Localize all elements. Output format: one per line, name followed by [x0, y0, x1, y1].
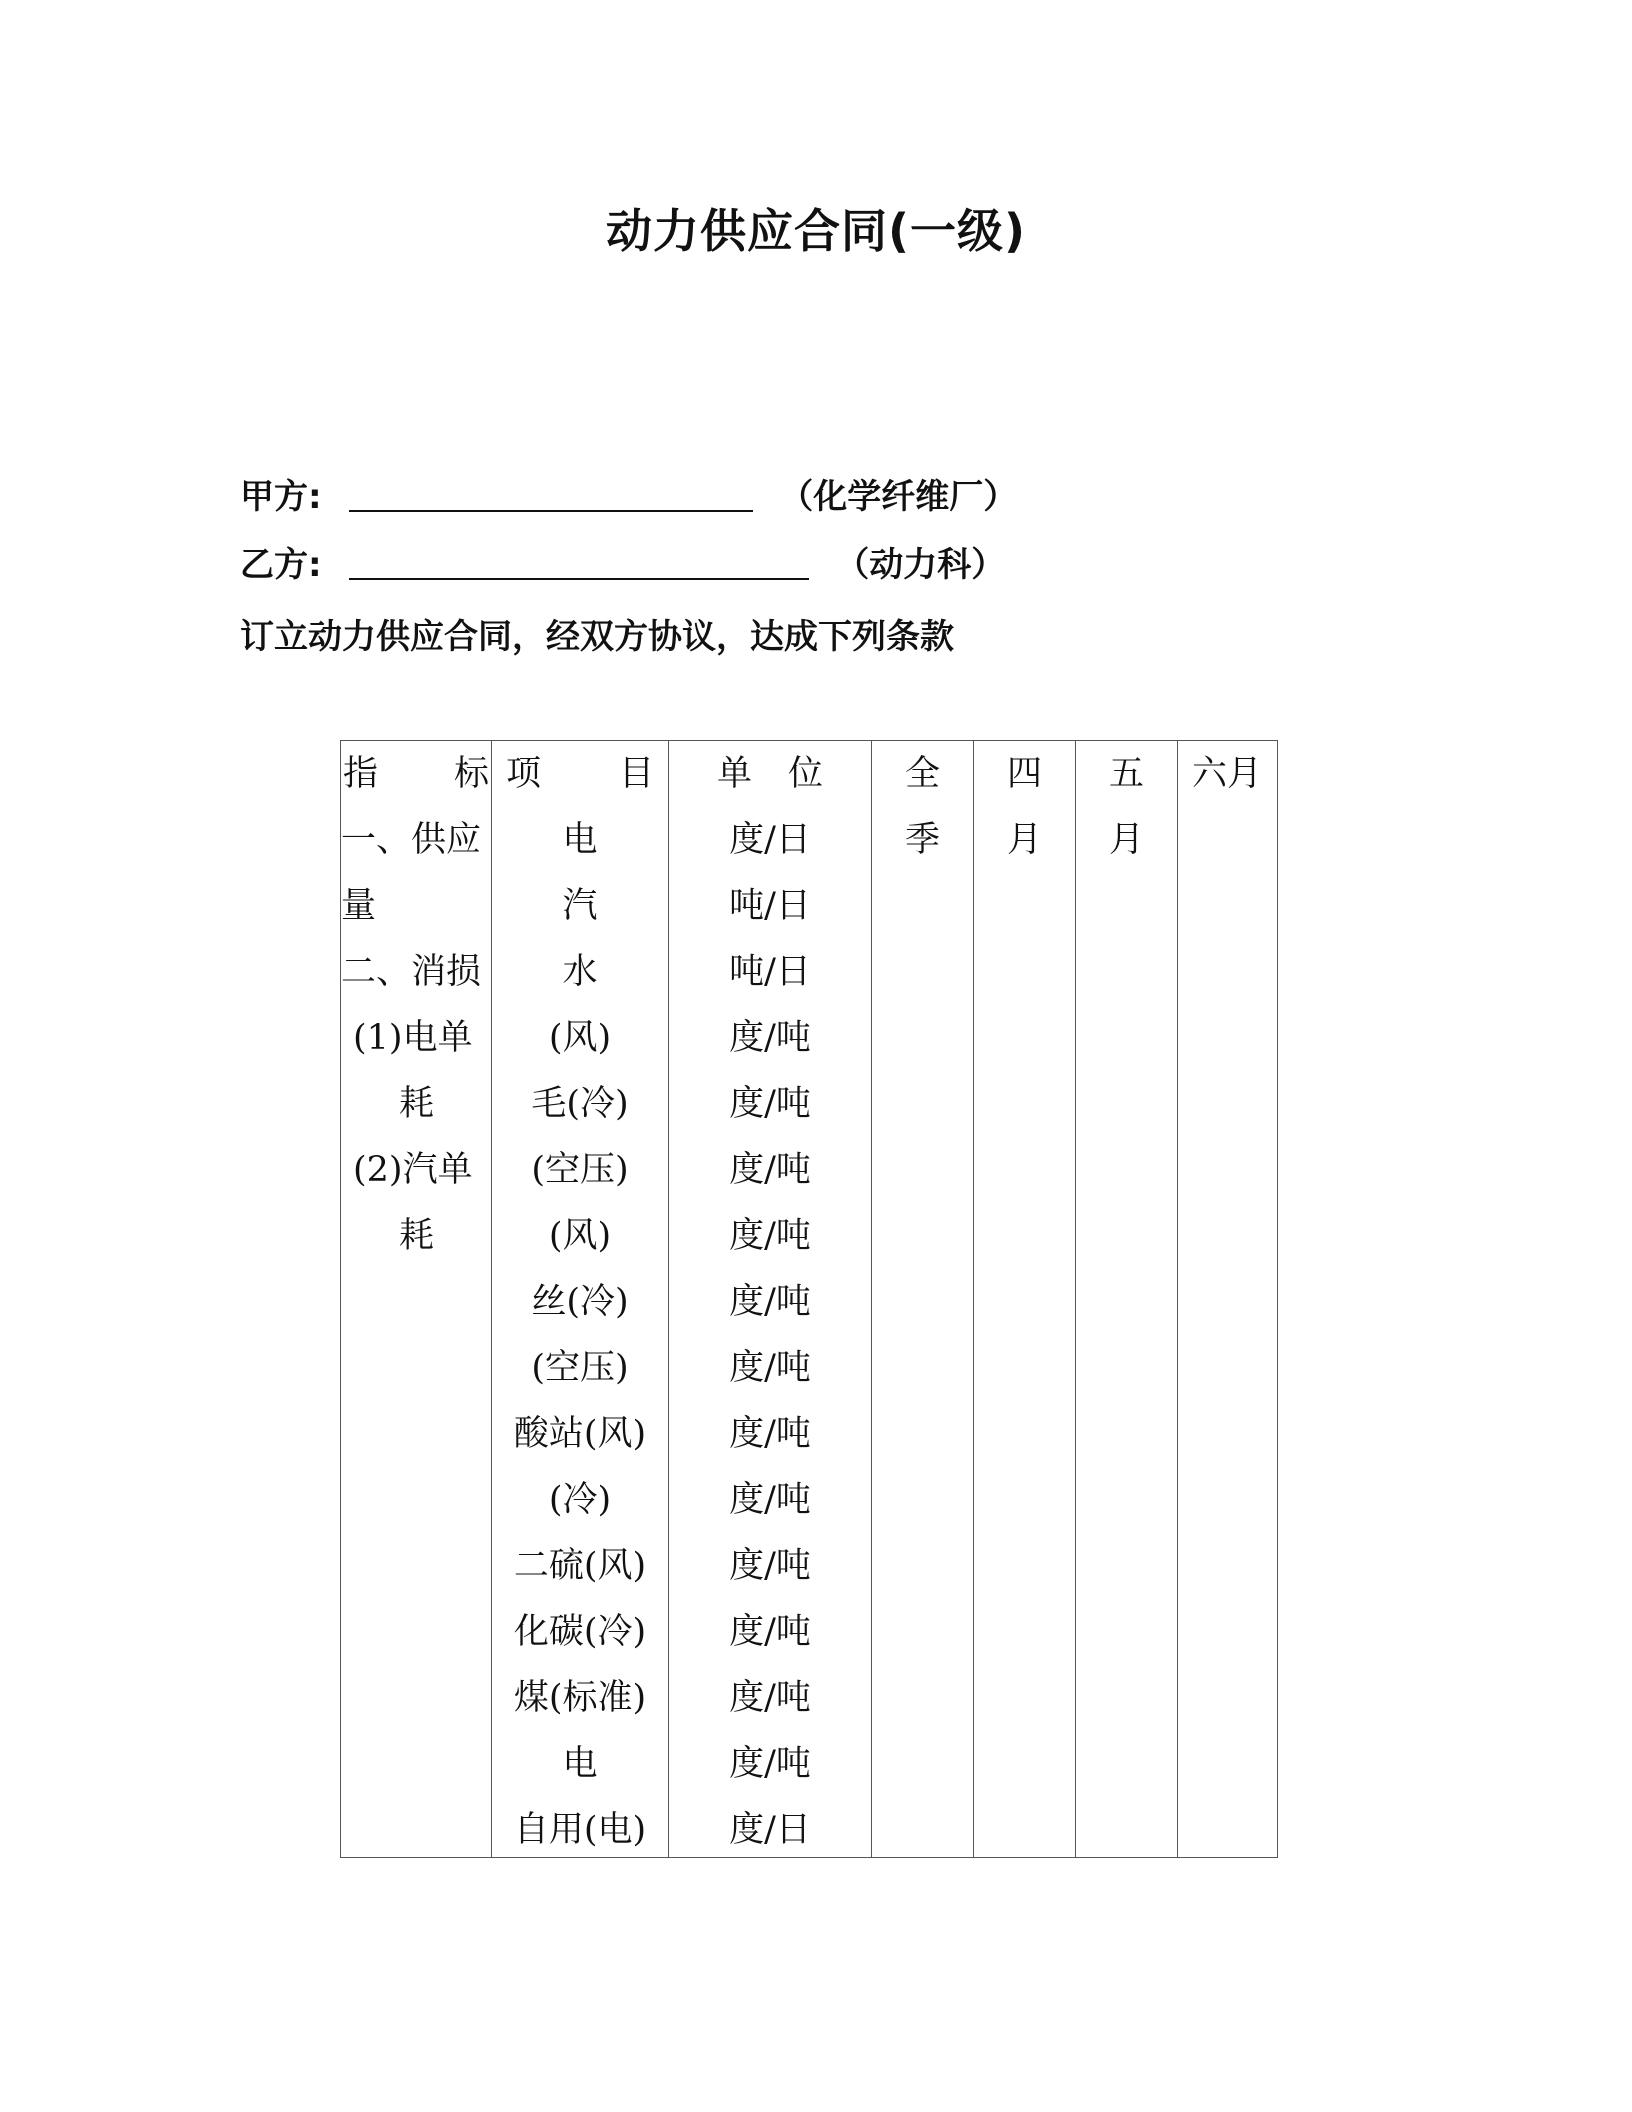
item-column [492, 741, 669, 1857]
unit-cell: 度/吨 [729, 1216, 811, 1256]
unit-cell: 度/吨 [729, 1282, 811, 1322]
unit-cell: 度/吨 [729, 1414, 811, 1454]
item-cell: 酸站(风) [513, 1414, 647, 1454]
item-cell: (空压) [531, 1348, 629, 1388]
unit-cell: 度/吨 [729, 1150, 811, 1190]
unit-cell: 吨/日 [729, 952, 811, 992]
unit-cell: 度/日 [729, 1810, 811, 1850]
indicator-line: 二、消损 [341, 952, 482, 992]
indicator-column [341, 741, 492, 1857]
item-header: 项 目 [506, 754, 654, 794]
item-cell: 汽 [562, 886, 598, 926]
april-header-line1: 四 [1006, 754, 1042, 794]
indicator-line: 耗 [399, 1216, 435, 1256]
item-cell: 自用(电) [513, 1810, 647, 1850]
item-cell: 毛(冷) [531, 1084, 629, 1124]
june-column [1178, 741, 1276, 1857]
intro-text: 订立动力供应合同，经双方协议，达成下列条款 [240, 617, 954, 657]
document-title: 动力供应合同(一级) [605, 204, 1027, 258]
unit-cell: 度/吨 [729, 1546, 811, 1586]
season-column [872, 741, 974, 1857]
may-header-line2: 月 [1108, 820, 1144, 860]
unit-cell: 度/吨 [729, 1018, 811, 1058]
item-cell: 化碳(冷) [513, 1612, 647, 1652]
item-cell: 二硫(风) [513, 1546, 647, 1586]
item-cell: (空压) [531, 1150, 629, 1190]
may-header-line1: 五 [1108, 754, 1144, 794]
indicator-line: (2)汽单 [353, 1150, 473, 1190]
unit-cell: 度/吨 [729, 1480, 811, 1520]
unit-cell: 度/吨 [729, 1744, 811, 1784]
indicator-line: 一、供应 [341, 820, 482, 860]
item-cell: 电 [562, 820, 598, 860]
item-cell: 丝(冷) [531, 1282, 629, 1322]
unit-column [669, 741, 872, 1857]
unit-cell: 度/吨 [729, 1678, 811, 1718]
indicator-line: 耗 [399, 1084, 435, 1124]
party-b-blank-field[interactable] [349, 540, 809, 580]
april-header-line2: 月 [1006, 820, 1042, 860]
party-a-label: 甲方: [240, 477, 322, 517]
supply-table [340, 740, 1278, 1858]
item-cell: 水 [562, 952, 598, 992]
unit-cell: 吨/日 [729, 886, 811, 926]
party-a-note: （化学纤维厂） [779, 477, 1018, 517]
season-header-line1: 全 [904, 754, 940, 794]
indicator-line: (1)电单 [353, 1018, 473, 1058]
item-cell: 电 [562, 1744, 598, 1784]
item-cell: 煤(标准) [513, 1678, 647, 1718]
item-cell: (冷) [548, 1480, 612, 1520]
unit-cell: 度/吨 [729, 1612, 811, 1652]
item-cell: (风) [548, 1018, 612, 1058]
season-header-line2: 季 [904, 820, 940, 860]
item-cell: (风) [548, 1216, 612, 1256]
april-column [974, 741, 1076, 1857]
party-b-note: （动力科） [835, 545, 1006, 585]
party-b-label: 乙方: [240, 545, 322, 585]
unit-header: 单 位 [716, 754, 824, 794]
indicator-header: 指 标 [343, 754, 489, 794]
party-a-line [240, 472, 1017, 522]
unit-cell: 度/吨 [729, 1084, 811, 1124]
party-b-line [240, 540, 1005, 590]
june-header: 六月 [1191, 754, 1262, 794]
party-a-blank-field[interactable] [349, 472, 753, 512]
may-column [1076, 741, 1178, 1857]
unit-cell: 度/日 [729, 820, 811, 860]
unit-cell: 度/吨 [729, 1348, 811, 1388]
indicator-line: 量 [341, 886, 377, 926]
